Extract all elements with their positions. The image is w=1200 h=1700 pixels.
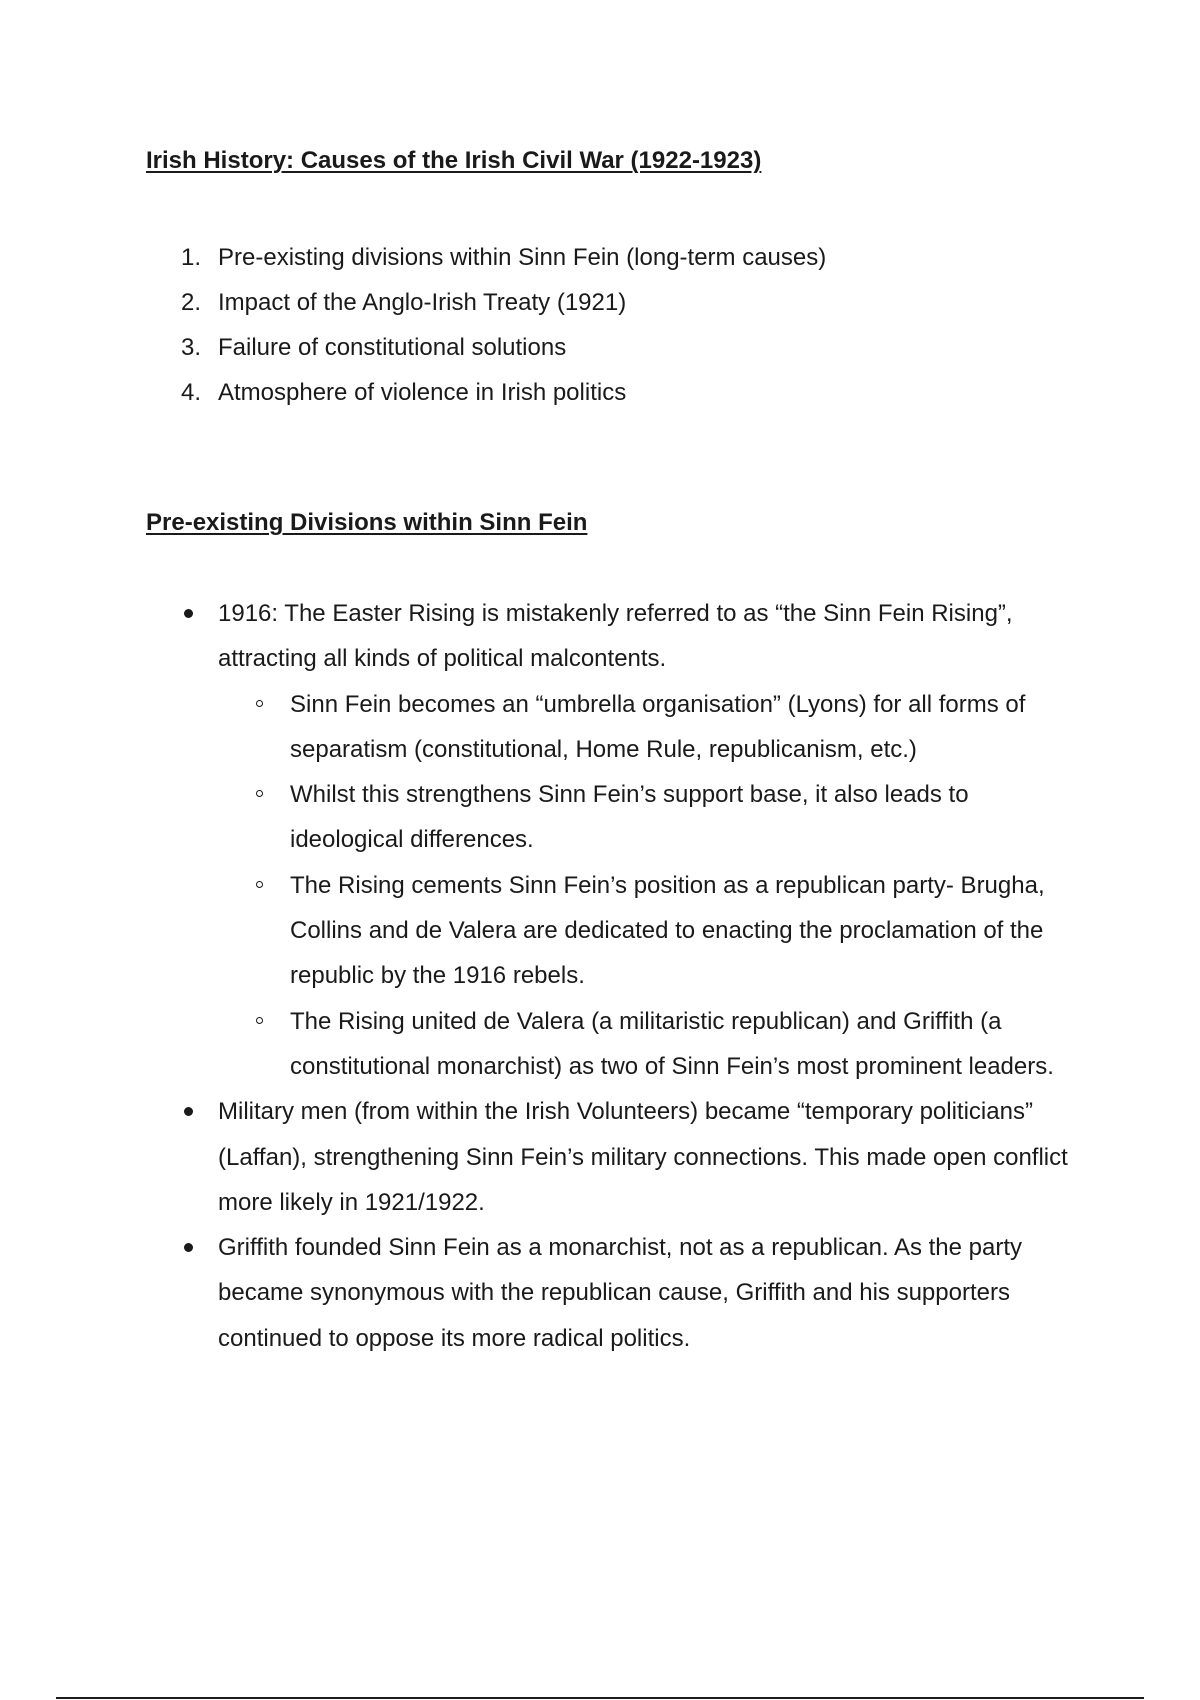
list-item-text: Atmosphere of violence in Irish politics	[218, 379, 627, 406]
list-item	[146, 235, 826, 280]
page-bottom-divider	[56, 1697, 1144, 1699]
bullet-text: 1916: The Easter Rising is mistakenly referred to as “the Sinn Fein Rising”, attracting all kinds of political malcontents.	[218, 600, 1013, 673]
bullet-circle-icon	[256, 700, 263, 707]
list-item-text: Failure of constitutional solutions	[218, 334, 567, 361]
bullet-circle-icon	[256, 790, 263, 797]
sub-bullet-item	[218, 772, 1086, 863]
list-number: 3.	[181, 334, 202, 361]
bullet-text: Military men (from within the Irish Volunteers) became “temporary politicians” (Laffan), strengthening Sinn Fein’s military connections. This made open conflict more likely in 1921/1922.	[218, 1098, 1068, 1216]
sub-bullet-item	[218, 863, 1086, 999]
bullet-dot-icon	[184, 1107, 193, 1116]
section-bullet-list	[146, 591, 1086, 1361]
list-item-text: Pre-existing divisions within Sinn Fein (long-term causes)	[218, 244, 827, 271]
list-item	[146, 280, 826, 325]
bullet-dot-icon	[184, 1243, 193, 1252]
sub-bullet-text: The Rising cements Sinn Fein’s position as a republican party- Brugha, Collins and de Valera are dedicated to enacting the proclamation of the republic by the 1916 rebels.	[290, 871, 1045, 990]
sub-bullet-text: Whilst this strengthens Sinn Fein’s support base, it also leads to ideological differences.	[290, 781, 969, 854]
sub-bullet-text: The Rising united de Valera (a militaristic republican) and Griffith (a constitutional monarchist) as two of Sinn Fein’s most prominent leaders.	[290, 1007, 1054, 1080]
bullet-circle-icon	[256, 1017, 263, 1024]
bullet-item	[146, 591, 1086, 1089]
sub-bullet-list	[218, 682, 1086, 1090]
sub-bullet-item	[218, 999, 1086, 1090]
list-number: 4.	[181, 379, 202, 406]
list-item-text: Impact of the Anglo-Irish Treaty (1921)	[218, 289, 627, 316]
section-heading: Pre-existing Divisions within Sinn Fein	[146, 509, 588, 536]
list-item	[146, 325, 826, 370]
sub-bullet-item	[218, 682, 1086, 773]
list-number: 2.	[181, 289, 202, 316]
list-number: 1.	[181, 244, 202, 271]
page-title: Irish History: Causes of the Irish Civil War (1922-1923)	[146, 147, 762, 174]
list-item	[146, 370, 826, 415]
bullet-item	[146, 1089, 1086, 1225]
causes-list	[146, 235, 826, 415]
bullet-circle-icon	[256, 881, 263, 888]
bullet-dot-icon	[184, 609, 193, 618]
sub-bullet-text: Sinn Fein becomes an “umbrella organisation” (Lyons) for all forms of separatism (constitutional, Home Rule, republicanism, etc.)	[290, 690, 1026, 763]
bullet-text: Griffith founded Sinn Fein as a monarchist, not as a republican. As the party became synonymous with the republican cause, Griffith and his supporters continued to oppose its more radical politics.	[218, 1234, 1023, 1352]
bullet-item	[146, 1225, 1086, 1361]
